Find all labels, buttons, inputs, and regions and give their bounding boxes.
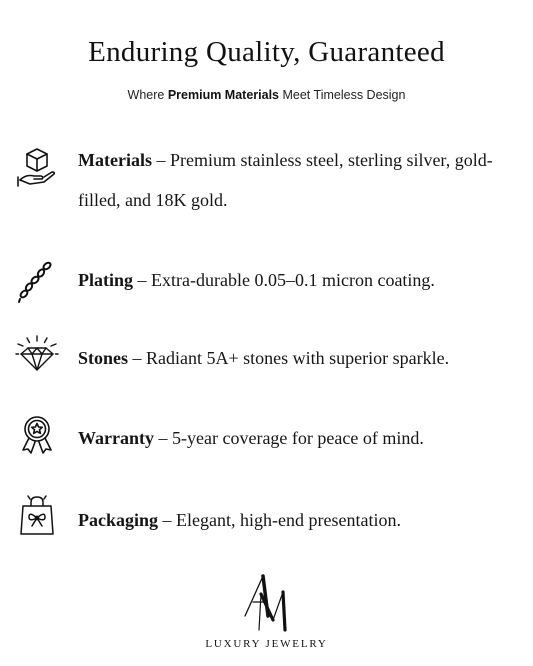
feature-description: Elegant, high-end presentation. <box>176 510 401 530</box>
feature-separator: – <box>151 150 170 170</box>
feature-separator: – <box>128 348 147 368</box>
feature-label: Materials <box>78 150 152 170</box>
hand-box-icon <box>14 144 60 190</box>
subtitle-tail: Meet Timeless Design <box>279 88 406 102</box>
feature-description: Radiant 5A+ stones with superior sparkle. <box>146 348 450 368</box>
brand-logo <box>0 572 533 650</box>
feature-separator: – <box>158 510 177 530</box>
feature-packaging-text <box>78 500 518 540</box>
feature-materials-text <box>78 140 518 220</box>
feature-separator: – <box>133 270 152 290</box>
feature-label: Stones <box>78 348 129 368</box>
award-ribbon-icon <box>14 412 60 458</box>
feature-description: Premium stainless steel, sterling silver, gold-filled, and 18K gold. <box>78 150 493 210</box>
feature-label: Plating <box>78 270 134 290</box>
feature-label: Warranty <box>78 428 154 448</box>
subtitle-lead: Where <box>127 88 168 102</box>
feature-stones-text <box>78 338 518 378</box>
feature-label: Packaging <box>78 510 159 530</box>
feature-description: 5-year coverage for peace of mind. <box>172 428 424 448</box>
feature-warranty-text <box>78 418 518 458</box>
feature-plating-text <box>78 260 518 300</box>
page-subtitle <box>0 88 533 102</box>
subtitle-highlight: Premium Materials <box>167 88 280 102</box>
chain-icon <box>14 258 60 304</box>
feature-separator: – <box>154 428 172 448</box>
monogram-logo-icon <box>237 572 297 632</box>
diamond-icon <box>14 332 60 378</box>
brand-name: LUXURY JEWELRY <box>205 638 328 650</box>
feature-description: Extra-durable 0.05–0.1 micron coating. <box>151 270 435 290</box>
gift-bag-icon <box>14 492 60 538</box>
page-title: Enduring Quality, Guaranteed <box>88 36 445 68</box>
